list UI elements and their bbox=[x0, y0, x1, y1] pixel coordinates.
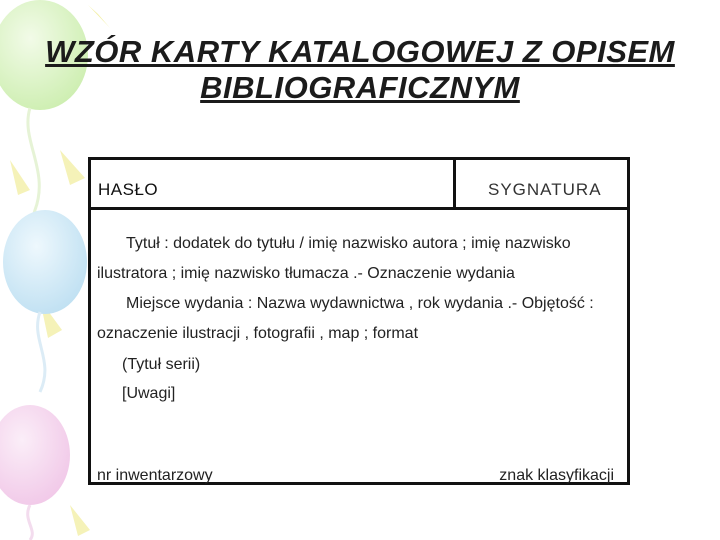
catalog-card bbox=[88, 157, 630, 485]
blue-balloon bbox=[3, 210, 87, 314]
classification-mark-label: znak klasyfikacji bbox=[499, 467, 614, 484]
card-line-physical: oznaczenie ilustracji , fotografii , map ; format bbox=[97, 325, 419, 342]
card-header bbox=[91, 160, 627, 210]
card-line-illustrator: ilustratora ; imię nazwisko tłumacza .- Oznaczenie wydania bbox=[97, 265, 515, 282]
header-divider bbox=[453, 160, 456, 207]
pink-balloon bbox=[0, 405, 70, 505]
header-signature-label: SYGNATURA bbox=[488, 180, 602, 199]
card-line-publication: Miejsce wydania : Nazwa wydawnictwa , rok wydania .- Objętość : bbox=[126, 295, 594, 312]
inventory-number-label: nr inwentarzowy bbox=[97, 467, 213, 484]
slide-title: WZÓR KARTY KATALOGOWEJ Z OPISEM BIBLIOGRAFICZNYM bbox=[45, 34, 675, 105]
card-line-series: (Tytuł serii) bbox=[122, 356, 201, 373]
header-heading-label: HASŁO bbox=[98, 180, 159, 199]
card-line-notes: [Uwagi] bbox=[122, 385, 176, 402]
card-line-title: Tytuł : dodatek do tytułu / imię nazwisko autora ; imię nazwisko bbox=[126, 235, 571, 252]
